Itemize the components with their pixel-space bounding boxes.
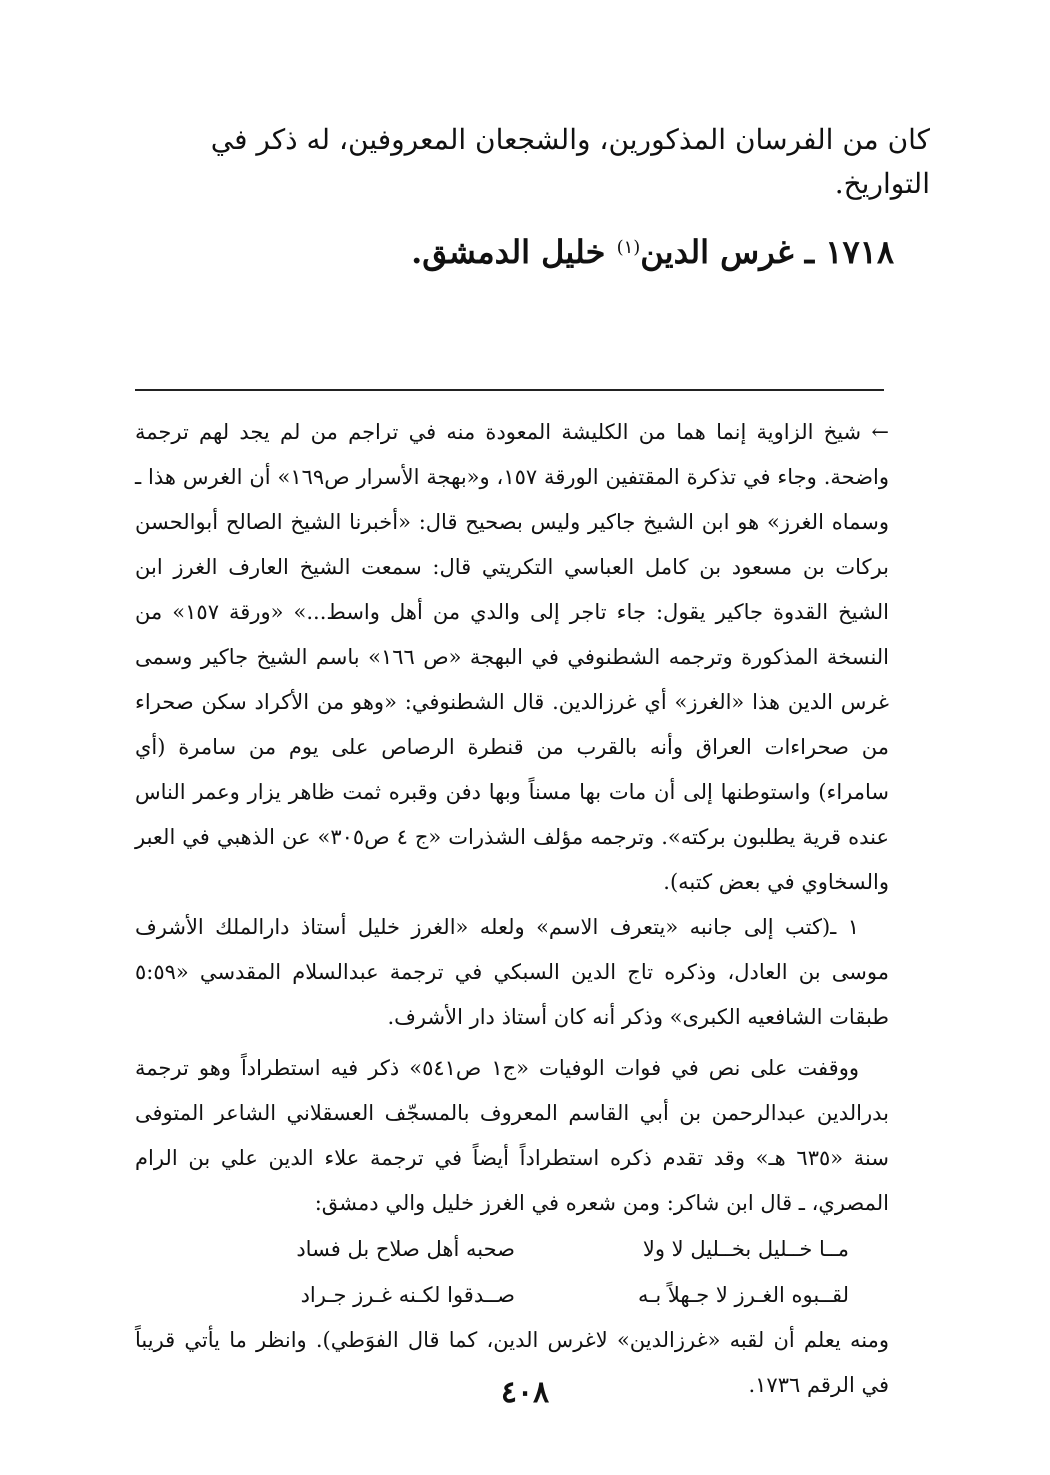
verse-2-first-hemistich: لقــبوه الغـرز لا جـهلاً بـه bbox=[637, 1283, 849, 1307]
footnotes-section bbox=[135, 410, 889, 1408]
footnote-paragraph-1: ١ ـ(كتب إلى جانبه «يتعرف الاسم» ولعله «الغرز خليل أستاذ دارالملك الأشرف موسى بن العادل، وذكره تاج الدين السبكي في ترجمة عبدالسلام المقدسي «٥:٥٩ طبقات الشافعيه الكبرى» وذكر أنه كان أستاذ دار الأشرف. bbox=[135, 915, 889, 1029]
footnote-ref[interactable]: (١) bbox=[616, 237, 641, 258]
intro-line: كان من الفرسان المذكورين، والشجعان المعروفين، له ذكر في التواريخ. bbox=[210, 123, 930, 200]
entry-name-part1: غرس الدين bbox=[640, 233, 794, 271]
verse-line-1 bbox=[135, 1226, 889, 1272]
footnote-paragraph-continuation: ← شيخ الزاوية إنما هما من الكليشة المعودة منه في تراجم من لم يجد لهم ترجمة واضحة. وجاء في تذكرة المقتفين الورقة ١٥٧، و«بهجة الأسرار ص١٦٩» أن الغرس هذا ـ وسماه الغرز» هو ابن الشيخ جاكير وليس بصحيح قال: «أخبرنا الشيخ الصالح أبوالحسن بركات بن مسعود بن كامل العباسي التكريتي قال: سمعت الشيخ العارف الغرز ابن الشيخ القدوة جاكير يقول: جاء تاجر إلى والدي من أهل واسط...» «ورقة ١٥٧» من النسخة المذكورة وترجمه الشطنوفي في البهجة «ص ١٦٦» باسم الشيخ جاكير وسمى غرس الدين هذا «الغرز» أي غرزالدين. قال الشطنوفي: «وهو من الأكراد سكن صحراء من صحراءات العراق وأنه بالقرب من قنطرة الرصاص على يوم من سامرة (أي سامراء) واستوطنها إلى أن مات بها مسناً وبها دفن وقبره ثمت ظاهر يزار وعمر الناس عنده قرية يطلبون بركته». وترجمه مؤلف الشذرات «ج ٤ ص٣٠٥» عن الذهبي في العبر والسخاوي في بعض كتبه). bbox=[135, 420, 890, 894]
entry-heading bbox=[120, 228, 894, 276]
entry-name-part2: خليل الدمشق. bbox=[411, 233, 606, 271]
entry-dash: ـ bbox=[804, 233, 815, 271]
footnote-paragraph-3: ومنه يعلم أن لقبه «غرزالدين» لاغرس الدين، كما قال الفوَطي). وانظر ما يأتي قريباً في الرقم ١٧٣٦. bbox=[135, 1328, 889, 1397]
entry-number: ١٧١٨ bbox=[825, 233, 894, 271]
verse-1-second-hemistich: صحبه أهل صلاح بل فساد bbox=[296, 1237, 515, 1261]
verse-2-second-hemistich: صــدقوا لكـنه غـرز جـراد bbox=[300, 1283, 515, 1307]
footnote-divider bbox=[135, 389, 884, 391]
verse-line-2 bbox=[135, 1272, 889, 1318]
page-number: ٤٠٨ bbox=[500, 1375, 550, 1410]
footnote-paragraph-2: ووقفت على نص في فوات الوفيات «ج١ ص٥٤١» ذكر فيه استطراداً وهو ترجمة بدرالدين عبدالرحمن بن أبي القاسم المعروف بالمسجّف العسقلاني الشاعر المتوفى سنة «٦٣٥ هـ» وقد تقدم ذكره استطراداً أيضاً في ترجمة علاء الدين علي بن الرام المصري، ـ قال ابن شاكر: ومن شعره في الغرز خليل والي دمشق: bbox=[135, 1056, 889, 1215]
verse-1-first-hemistich: مــا خــليل بخــليل لا ولا bbox=[642, 1237, 849, 1261]
